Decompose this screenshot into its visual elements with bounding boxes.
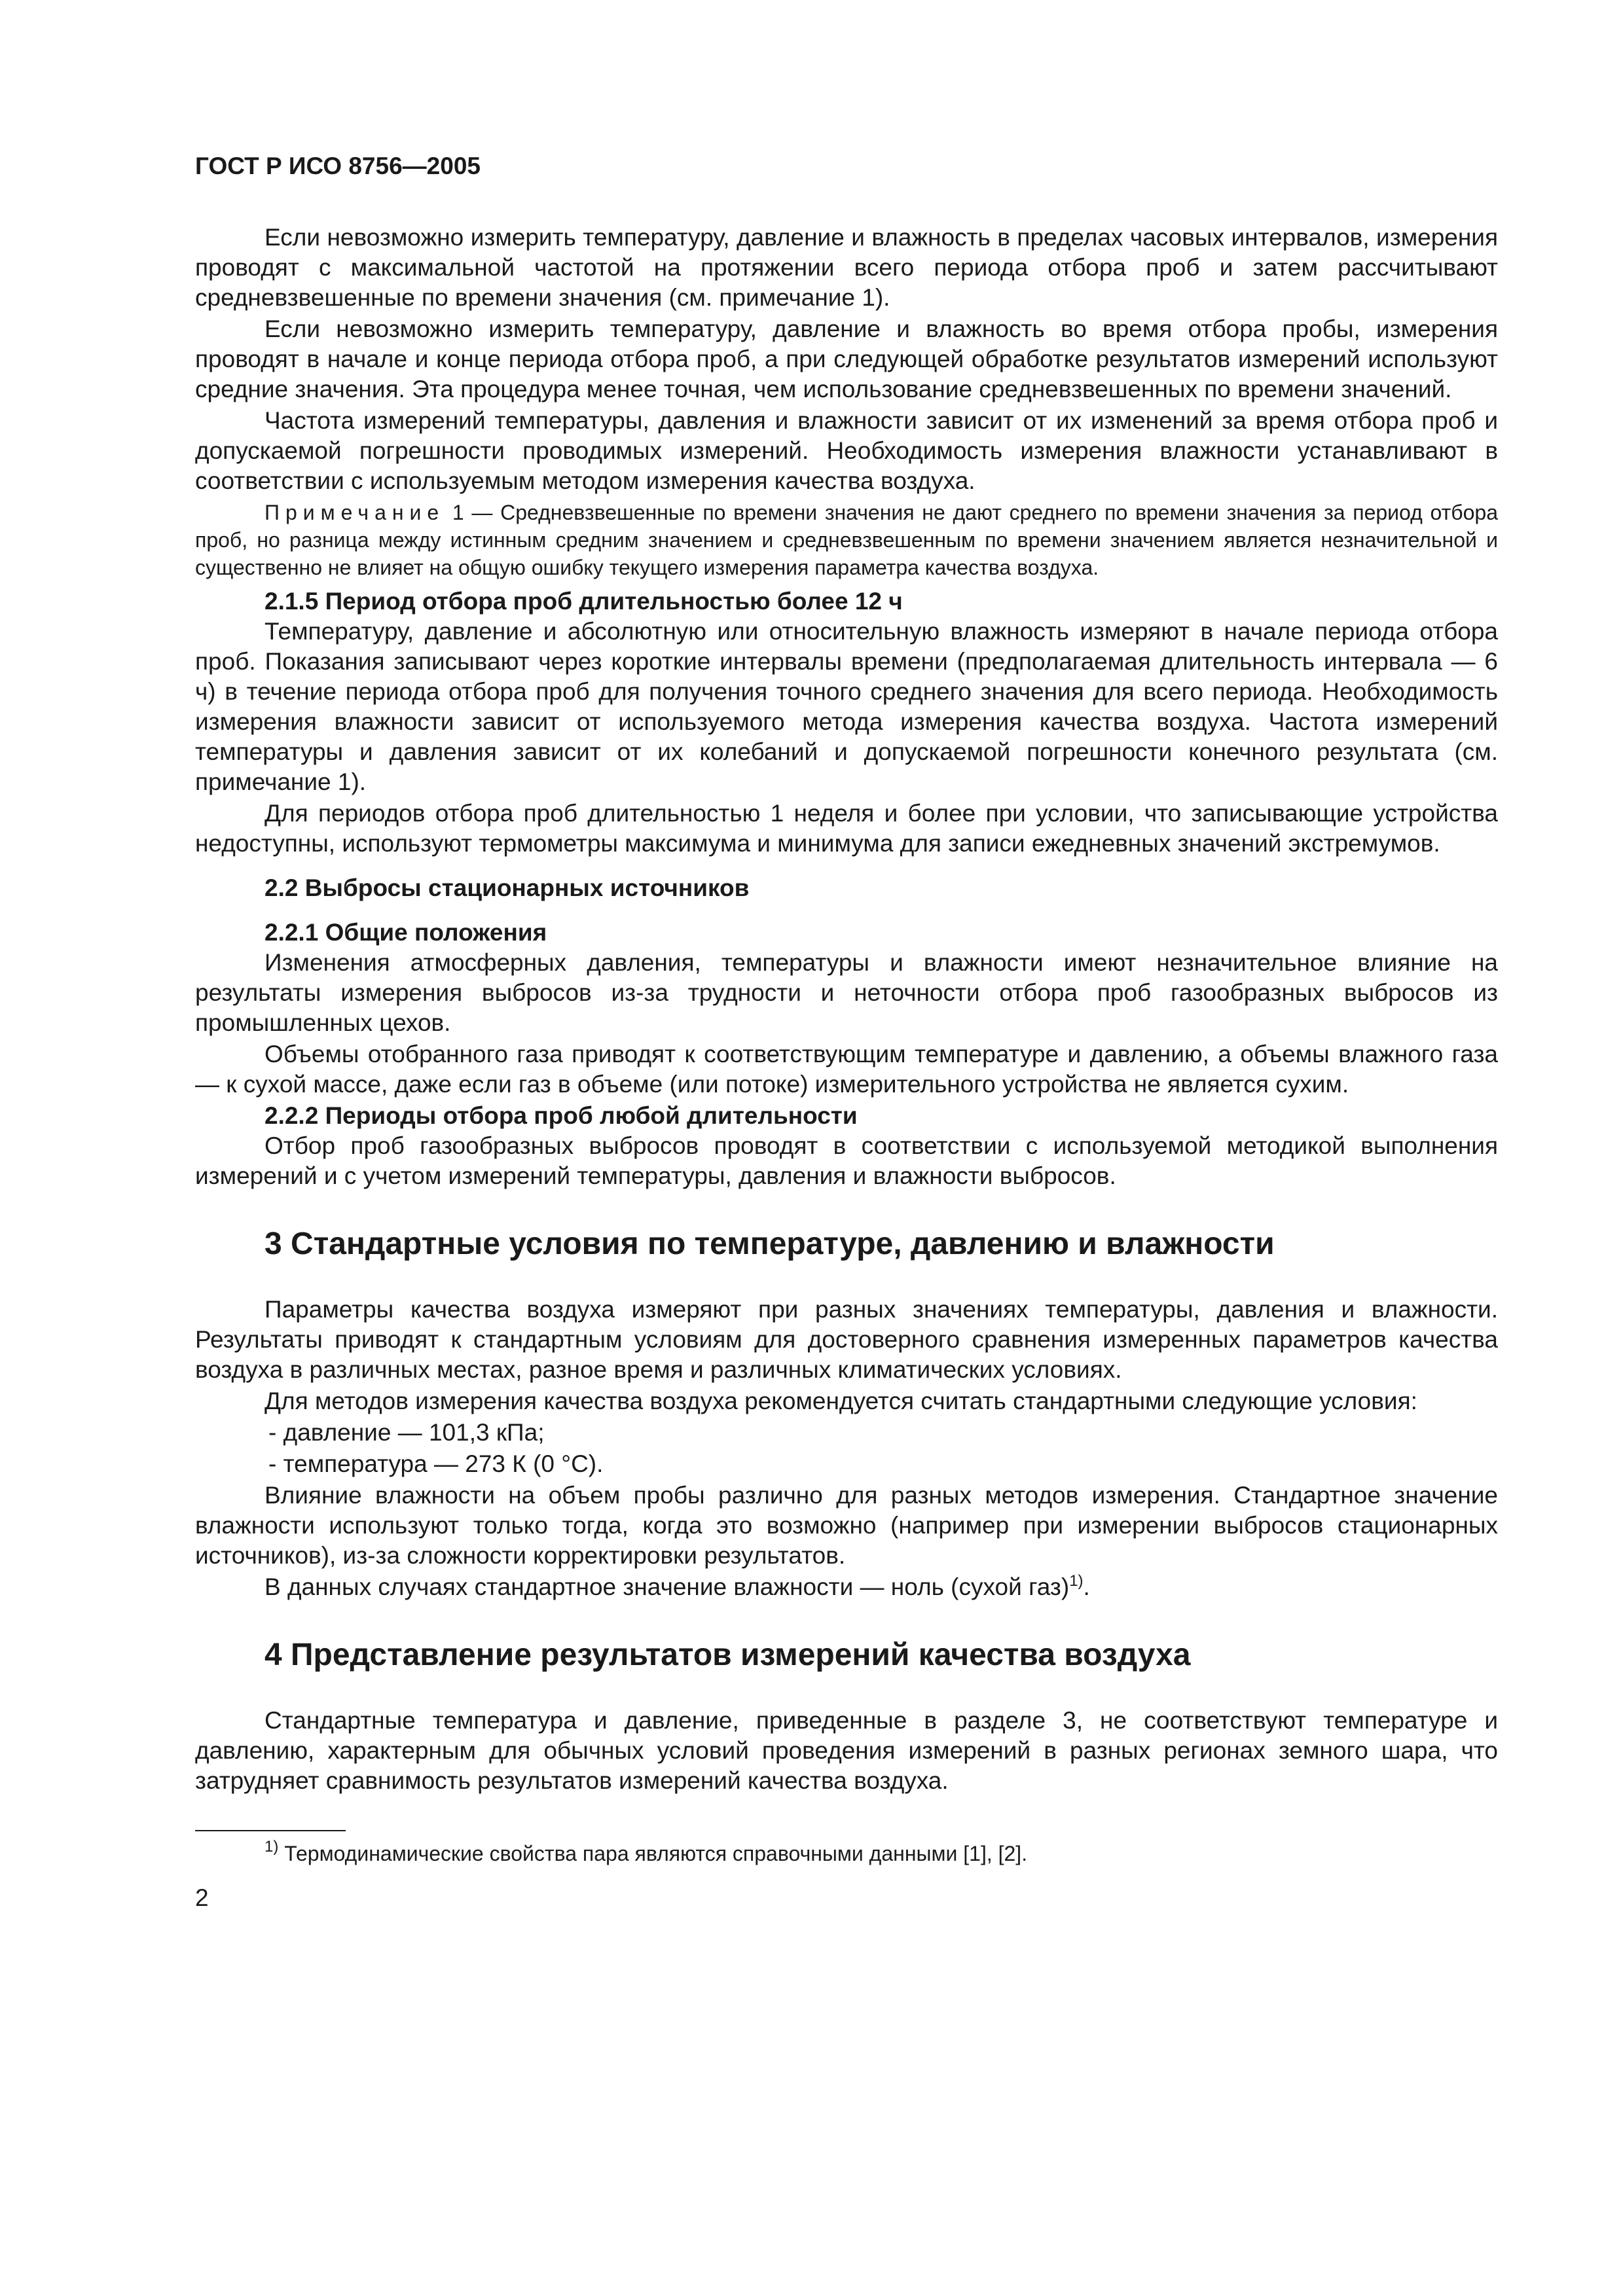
heading-2-1-5: 2.1.5 Период отбора проб длительностью более 12 ч [264,588,903,615]
paragraph-humidity-influence: Влияние влажности на объем пробы различно для разных методов измерения. Стандартное значение влажности используют только тогда, когда это возможно (например при измерении выбросов стационарных источников), из-за сложности корректировки результатов. [195,1482,1498,1569]
page-number: 2 [195,1884,209,1911]
document-page [195,152,1498,1912]
footnote-divider [195,1830,346,1831]
heading-2-2-2: 2.2.2 Периоды отбора проб любой длительности [264,1102,858,1129]
paragraph-gas-volumes: Объемы отобранного газа приводят к соответствующим температуре и давлению, а объемы влажного газа — к сухой массе, даже если газ в объеме (или потоке) измерительного устройства не является сухим. [195,1041,1498,1098]
paragraph-dry-gas [195,1572,1498,1602]
heading-section-3: 3 Стандартные условия по температуре, давлению и влажности [264,1227,1275,1261]
paragraph-sampling-start-end: Если невозможно измерить температуру, давление и влажность во время отбора пробы, измерения проводят в начале и конце периода отбора проб, а при следующей обработке результатов измерений используют средние значения. Эта процедура менее точная, чем использование средневзвешенных по времени значений. [195,315,1498,403]
footnote-reference[interactable]: 1) [1069,1572,1084,1590]
heading-2-2-1: 2.2.1 Общие положения [264,919,547,946]
standard-header: ГОСТ Р ИСО 8756—2005 [195,152,481,179]
paragraph-recommended-conditions: Для методов измерения качества воздуха рекомендуется считать стандартными следующие условия: [264,1388,1417,1414]
list-item-pressure: - давление — 101,3 кПа; [268,1419,545,1446]
paragraph-gas-emission-sampling: Отбор проб газообразных выбросов проводят в соответствии с используемой методикой выполнения измерений и с учетом измерений температуры, давления и влажности выбросов. [195,1132,1498,1189]
note-text: 1 — Средневзвешенные по времени значения не дают среднего по времени значения за период отбора проб, но разница между истинным средним значением и средневзвешенным по времени значением является незначительной и существенно не влияет на общую ошибку текущего измерения параметра качества воздуха. [195,501,1498,579]
footnote-text: Термодинамические свойства пара являются справочными данными [1], [2]. [278,1842,1028,1865]
paragraph-week-period: Для периодов отбора проб длительностью 1 неделя и более при условии, что записывающие устройства недоступны, используют термометры максимума и минимума для записи ежедневных значений экстремумов. [195,800,1498,857]
note-1 [195,499,1498,581]
paragraph-hourly-intervals: Если невозможно измерить температуру, давление и влажность в пределах часовых интервалов, измерения проводят с максимальной частотой на протяжении всего периода отбора проб и затем рассчитывают средневзвешенные по времени значения (см. примечание 1). [195,224,1498,311]
paragraph-measurement-frequency: Частота измерений температуры, давления и влажности зависит от их изменений за время отбора проб и допускаемой погрешности проводимых измерений. Необходимость измерения влажности устанавливают в соответствии с используемым методом измерения качества воздуха. [195,407,1498,494]
footnote-marker: 1) [264,1838,279,1856]
heading-2-2: 2.2 Выбросы стационарных источников [264,874,750,901]
note-label: Примечание [264,501,445,524]
paragraph-text: В данных случаях стандартное значение влажности — ноль (сухой газ) [264,1573,1070,1600]
paragraph-atmospheric-influence: Изменения атмосферных давления, температуры и влажности имеют незначительное влияние на результаты измерения выбросов из-за трудности и неточности отбора проб газообразных выбросов из промышленных цехов. [195,949,1498,1036]
paragraph-standard-conditions: Параметры качества воздуха измеряют при разных значениях температуры, давления и влажности. Результаты приводят к стандартным условиям для достоверного сравнения измеренных параметров качества воздуха в различных местах, разное время и различных климатических условиях. [195,1296,1498,1383]
paragraph-results-comparability: Стандартные температура и давление, приведенные в разделе 3, не соответствуют температуре и давлению, характерным для обычных условий проведения измерений в разных регионах земного шара, что затрудняет сравнимость результатов измерений качества воздуха. [195,1707,1498,1794]
document-body [195,223,1498,1796]
paragraph-long-period-measurement: Температуру, давление и абсолютную или относительную влажность измеряют в начале периода отбора проб. Показания записывают через короткие интервалы времени (предполагаемая длительность интервала — 6 ч) в течение периода отбора проб для получения точного среднего значения для всего периода. Необходимость измерения влажности зависит от используемого метода измерения качества воздуха. Частота измерений температуры и давления зависит от их колебаний и допускаемой погрешности конечного результата (см. примечание 1). [195,618,1498,795]
footnote [195,1840,1498,1867]
list-item-temperature: - температура — 273 К (0 °С). [268,1450,604,1477]
paragraph-tail: . [1083,1573,1090,1600]
heading-section-4: 4 Представление результатов измерений качества воздуха [264,1638,1191,1672]
